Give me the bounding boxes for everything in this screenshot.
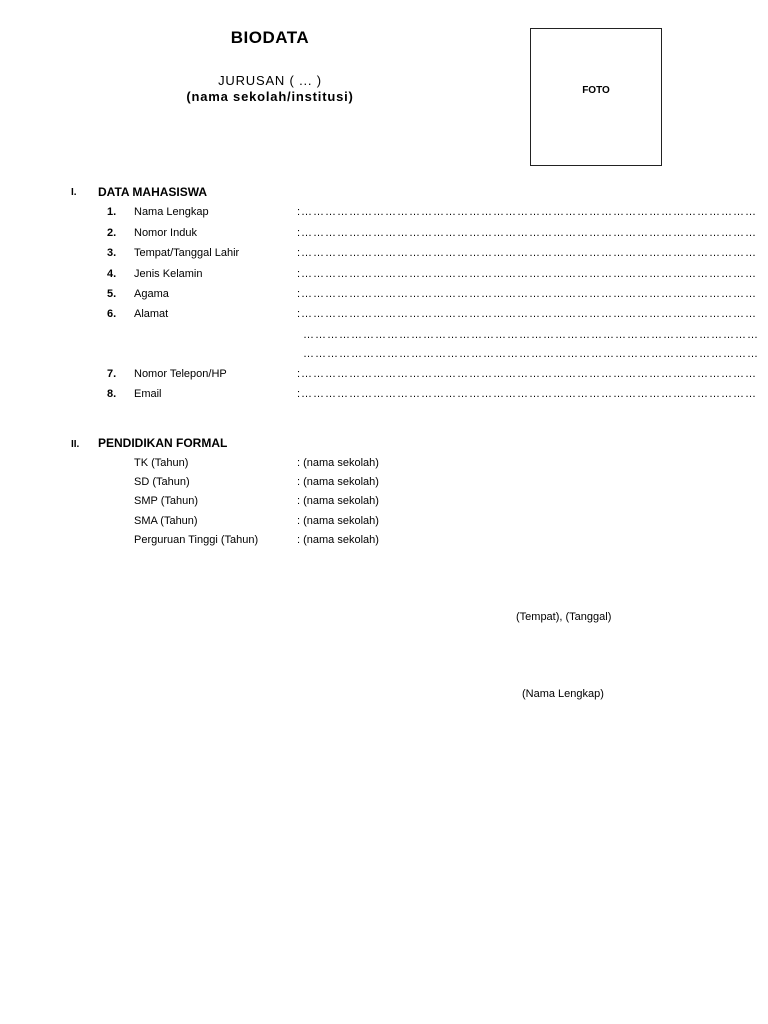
fill-line: …………………………………………………………………………………………………… [301,288,757,300]
section-2-number: II. [71,439,80,450]
education-value: : (nama sekolah) [297,495,379,507]
education-label-sma: SMA (Tahun) [134,515,198,527]
field-colon: : [297,227,301,239]
education-value: : (nama sekolah) [297,534,379,546]
field-label-email: Email [134,388,162,400]
signature-name: (Nama Lengkap) [522,688,604,700]
field-colon: : [297,268,301,280]
fill-line: …………………………………………………………………………………………………… [301,206,757,218]
jurusan-heading: JURUSAN ( ... ) [218,73,322,88]
education-value: : (nama sekolah) [297,476,379,488]
field-colon: : [297,308,301,320]
field-label-nama: Nama Lengkap [134,206,209,218]
field-colon: : [297,388,301,400]
fill-line: …………………………………………………………………………………………………… [301,227,757,239]
photo-box [530,28,662,166]
field-label-jenis-kelamin: Jenis Kelamin [134,268,203,280]
field-colon: : [297,288,301,300]
field-number: 6. [107,308,117,320]
field-label-agama: Agama [134,288,169,300]
field-label-telepon: Nomor Telepon/HP [134,368,227,380]
field-number: 3. [107,247,117,259]
section-2-title: PENDIDIKAN FORMAL [98,436,228,450]
education-value: : (nama sekolah) [297,515,379,527]
field-label-nomor-induk: Nomor Induk [134,227,197,239]
photo-label: FOTO [582,85,610,96]
fill-line: …………………………………………………………………………………………………… [301,368,757,380]
place-date: (Tempat), (Tanggal) [516,611,612,623]
section-1-title: DATA MAHASISWA [98,185,208,199]
education-label-pt: Perguruan Tinggi (Tahun) [134,534,259,546]
fill-line: …………………………………………………………………………………………………… [303,348,759,360]
section-1-number: I. [71,187,77,198]
fill-line: …………………………………………………………………………………………………… [301,388,757,400]
document-title: BIODATA [230,28,310,47]
education-label-tk: TK (Tahun) [134,457,189,469]
education-value: : (nama sekolah) [297,457,379,469]
field-number: 2. [107,227,117,239]
field-number: 5. [107,288,117,300]
institution-heading: (nama sekolah/institusi) [186,89,354,104]
education-label-sd: SD (Tahun) [134,476,190,488]
education-label-smp: SMP (Tahun) [134,495,198,507]
field-colon: : [297,247,301,259]
fill-line: …………………………………………………………………………………………………… [301,247,757,259]
fill-line: …………………………………………………………………………………………………… [303,329,759,341]
field-colon: : [297,368,301,380]
fill-line: …………………………………………………………………………………………………… [301,268,757,280]
field-number: 4. [107,268,117,280]
field-number: 1. [107,206,117,218]
field-label-alamat: Alamat [134,308,169,320]
field-number: 8. [107,388,117,400]
fill-line: …………………………………………………………………………………………………… [301,308,757,320]
field-colon: : [297,206,301,218]
field-label-ttl: Tempat/Tanggal Lahir [134,247,240,259]
field-number: 7. [107,368,117,380]
